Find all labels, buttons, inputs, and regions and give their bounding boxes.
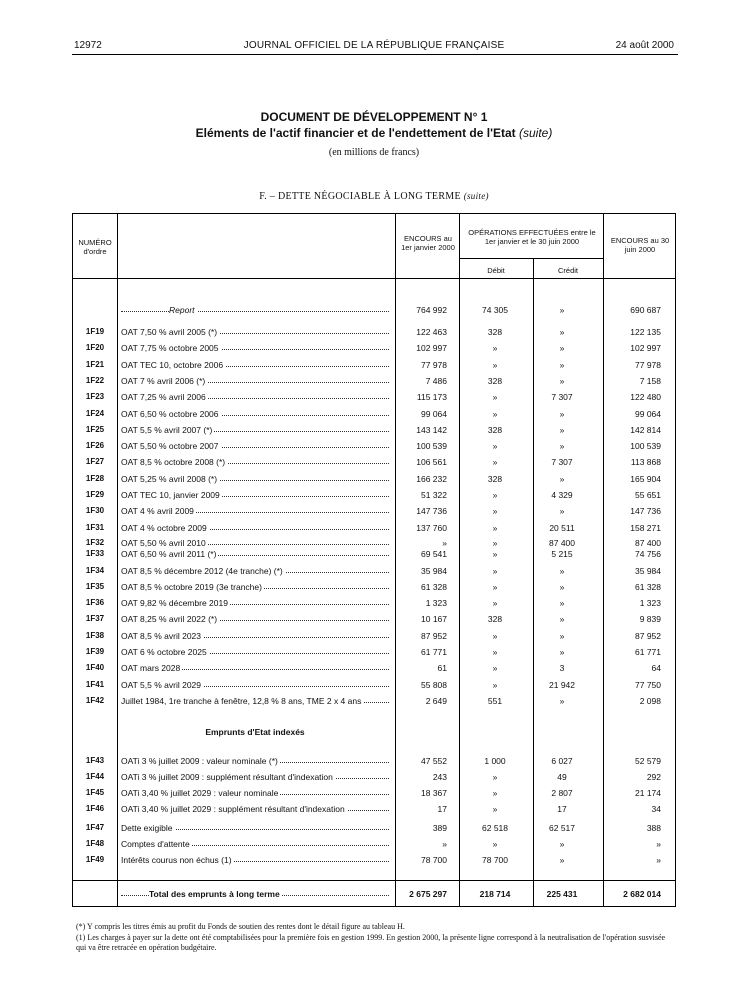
row-label: OAT 4 % octobre 2009 xyxy=(121,523,207,533)
row-debit: » xyxy=(492,441,498,451)
row-label-cell xyxy=(121,327,389,337)
table-row xyxy=(73,696,675,710)
row-credit: 7 307 xyxy=(551,392,573,402)
row-label-cell xyxy=(121,441,389,451)
row-label: Comptes d'attente xyxy=(121,839,190,849)
row-debit: 328 xyxy=(487,474,503,484)
row-debit: » xyxy=(492,839,498,849)
table-row xyxy=(73,549,675,563)
row-number: 1F44 xyxy=(85,772,105,781)
row-number: 1F26 xyxy=(85,441,105,450)
total-encours: 2 675 297 xyxy=(409,889,447,899)
row-label-cell xyxy=(121,696,389,706)
row-number: 1F20 xyxy=(85,343,105,352)
row-encours-debut: 7 486 xyxy=(425,376,447,386)
table-row xyxy=(73,614,675,628)
row-label: OAT 5,5 % avril 2029 xyxy=(121,680,202,690)
row-encours-fin: 122 135 xyxy=(630,327,661,337)
row-number: 1F21 xyxy=(85,360,105,369)
table-row xyxy=(73,839,675,853)
col-header-operations: OPÉRATIONS EFFECTUÉES entre le 1er janvier et le 30 juin 2000 xyxy=(468,228,596,246)
row-label-cell xyxy=(121,360,389,370)
row-label-cell xyxy=(121,457,389,467)
row-debit: » xyxy=(492,598,498,608)
row-credit: » xyxy=(559,474,565,484)
row-label-cell xyxy=(121,647,389,657)
row-credit: » xyxy=(559,855,565,865)
row-label-cell xyxy=(121,855,389,865)
footnote-asterisk: (*) Y compris les titres émis au profit du Fonds de soutien des rentes dont le détail figure au tableau H. xyxy=(76,922,405,931)
row-number: 1F29 xyxy=(85,490,105,499)
row-number: 1F24 xyxy=(85,409,105,418)
row-label: OAT TEC 10, janvier 2009 xyxy=(121,490,220,500)
units-note: (en millions de francs) xyxy=(328,147,420,158)
table-row xyxy=(73,343,675,357)
row-label-cell xyxy=(121,823,389,833)
row-label: OAT 7,75 % octobre 2005 xyxy=(121,343,219,353)
col-header-debit: Débit xyxy=(487,266,505,275)
row-label-cell xyxy=(121,538,389,548)
row-number: 1F34 xyxy=(85,566,105,575)
row-label: OAT 5,25 % avril 2008 (*) xyxy=(121,474,218,484)
row-label-cell xyxy=(121,523,389,533)
row-label: Dette exigible xyxy=(121,823,173,833)
row-label-cell xyxy=(121,376,389,386)
table-row xyxy=(73,823,675,837)
row-debit: 328 xyxy=(487,376,503,386)
row-credit: » xyxy=(559,506,565,516)
row-label-cell xyxy=(121,549,389,559)
row-credit: » xyxy=(559,696,565,706)
row-encours-fin: 35 984 xyxy=(635,566,661,576)
header-bottom-rule xyxy=(73,278,675,279)
row-encours-debut: 166 232 xyxy=(416,474,447,484)
row-credit: 87 400 xyxy=(549,538,575,548)
row-number: 1F48 xyxy=(85,839,105,848)
row-label-cell xyxy=(121,409,389,419)
row-encours-debut: 51 322 xyxy=(421,490,447,500)
row-number: 1F47 xyxy=(85,823,105,832)
row-label: OAT 6 % octobre 2025 xyxy=(121,647,207,657)
row-number: 1F19 xyxy=(85,327,105,336)
row-debit: » xyxy=(492,582,498,592)
section-title: F. – DETTE NÉGOCIABLE À LONG TERME (suite) xyxy=(259,191,489,202)
col-header-numero: NUMÉRO d'ordre xyxy=(78,238,112,256)
col-header-encours-debut: ENCOURS au 1er janvier 2000 xyxy=(401,234,455,252)
row-credit: 4 329 xyxy=(551,490,573,500)
row-encours-fin: 102 997 xyxy=(630,343,661,353)
row-debit: » xyxy=(492,788,498,798)
row-label: OAT 7 % avril 2006 (*) xyxy=(121,376,206,386)
row-debit: » xyxy=(492,506,498,516)
row-credit: 49 xyxy=(557,772,567,782)
row-label: OAT 6,50 % octobre 2006 xyxy=(121,409,219,419)
row-label: OAT 8,5 % octobre 2008 (*) xyxy=(121,457,226,467)
row-debit: 328 xyxy=(487,327,503,337)
row-number: 1F38 xyxy=(85,631,105,640)
row-label: OAT 8,5 % décembre 2012 (4e tranche) (*) xyxy=(121,566,283,576)
row-encours-debut: 61 xyxy=(437,663,447,673)
row-number: 1F22 xyxy=(85,376,105,385)
table-row xyxy=(73,474,675,488)
row-number: 1F28 xyxy=(85,474,105,483)
row-label: OAT 4 % avril 2009 xyxy=(121,506,194,516)
table-row xyxy=(73,680,675,694)
row-debit: » xyxy=(492,392,498,402)
row-encours-debut: 2 649 xyxy=(425,696,447,706)
table-row xyxy=(73,457,675,471)
row-label: OATi 3,40 % juillet 2029 : supplément résultant d'indexation xyxy=(121,804,345,814)
row-encours-debut: 115 173 xyxy=(416,392,447,402)
row-encours-fin: 61 328 xyxy=(635,582,661,592)
row-label: OAT 7,50 % avril 2005 (*) xyxy=(121,327,218,337)
row-label-cell xyxy=(121,392,389,402)
row-encours-fin: 122 480 xyxy=(630,392,661,402)
row-number: 1F46 xyxy=(85,804,105,813)
table-row xyxy=(73,772,675,786)
row-label: OAT 5,5 % avril 2007 (*) xyxy=(121,425,213,435)
table-row xyxy=(73,376,675,390)
row-label-cell xyxy=(121,343,389,353)
row-credit: 2 807 xyxy=(551,788,573,798)
row-number: 1F45 xyxy=(85,788,105,797)
row-encours-debut: 106 561 xyxy=(416,457,447,467)
row-encours-debut: 77 978 xyxy=(421,360,447,370)
row-encours-debut: » xyxy=(442,538,447,548)
debt-table xyxy=(72,213,676,907)
row-credit: » xyxy=(559,582,565,592)
row-debit: » xyxy=(492,409,498,419)
row-encours-fin: 21 174 xyxy=(635,788,661,798)
row-encours-debut: 78 700 xyxy=(421,855,447,865)
row-encours-debut: 243 xyxy=(432,772,447,782)
table-row xyxy=(73,631,675,645)
row-label-cell xyxy=(121,490,389,500)
row-debit: » xyxy=(492,523,498,533)
issue-date: 24 août 2000 xyxy=(615,40,674,51)
row-label: OAT 8,25 % avril 2022 (*) xyxy=(121,614,218,624)
total-rule xyxy=(73,880,675,881)
row-credit: 7 307 xyxy=(551,457,573,467)
row-credit: » xyxy=(559,598,565,608)
row-encours-debut: 10 167 xyxy=(421,614,447,624)
footnote-1: (1) Les charges à payer sur la dette ont été comptabilisées pour la première fois en gestion 1999. En gestion 2000, la présente ligne correspond à la neutralisation de l'opération susvisée qui va être retracée en opération budgétaire. xyxy=(76,933,666,952)
row-debit: » xyxy=(492,566,498,576)
table-row xyxy=(73,392,675,406)
row-number: 1F31 xyxy=(85,523,105,532)
table-row xyxy=(73,647,675,661)
table-row xyxy=(73,506,675,520)
row-encours-debut: 122 463 xyxy=(416,327,447,337)
report-fin: 690 687 xyxy=(630,305,661,315)
row-credit: » xyxy=(559,343,565,353)
row-number: 1F35 xyxy=(85,582,105,591)
row-label-cell xyxy=(121,663,389,673)
table-row xyxy=(73,663,675,677)
row-credit: » xyxy=(559,425,565,435)
row-number: 1F42 xyxy=(85,696,105,705)
report-credit: » xyxy=(559,305,565,315)
row-debit: » xyxy=(492,490,498,500)
row-encours-debut: 47 552 xyxy=(421,756,447,766)
row-label: OATi 3 % juillet 2009 : valeur nominale (*) xyxy=(121,756,278,766)
row-debit: » xyxy=(492,647,498,657)
row-label: OATi 3 % juillet 2009 : supplément résultant d'indexation xyxy=(121,772,333,782)
row-encours-fin: 113 868 xyxy=(630,457,661,467)
row-encours-fin: 87 400 xyxy=(635,538,661,548)
row-label: Intérêts courus non échus (1) xyxy=(121,855,232,865)
row-encours-debut: 143 142 xyxy=(416,425,447,435)
row-encours-fin: 61 771 xyxy=(635,647,661,657)
row-encours-fin: 388 xyxy=(646,823,661,833)
row-number: 1F36 xyxy=(85,598,105,607)
table-row xyxy=(73,490,675,504)
row-encours-debut: 17 xyxy=(437,804,447,814)
row-credit: » xyxy=(559,360,565,370)
row-label-cell xyxy=(121,839,389,849)
row-credit: » xyxy=(559,327,565,337)
row-encours-debut: 18 367 xyxy=(421,788,447,798)
row-credit: » xyxy=(559,376,565,386)
row-credit: 17 xyxy=(557,804,567,814)
row-label-cell xyxy=(121,756,389,766)
row-debit: » xyxy=(492,343,498,353)
row-number: 1F25 xyxy=(85,425,105,434)
row-encours-fin: 74 756 xyxy=(635,549,661,559)
table-row xyxy=(73,855,675,869)
row-encours-fin: 64 xyxy=(651,663,661,673)
indexed-heading: Emprunts d'Etat indexés xyxy=(205,727,305,737)
row-credit: 62 517 xyxy=(549,823,575,833)
row-credit: 6 027 xyxy=(551,756,573,766)
row-encours-fin: 87 952 xyxy=(635,631,661,641)
row-encours-fin: 77 750 xyxy=(635,680,661,690)
report-encours: 764 992 xyxy=(416,305,447,315)
row-credit: » xyxy=(559,647,565,657)
row-label-cell xyxy=(121,425,389,435)
report-row xyxy=(73,305,675,319)
row-label: OAT 7,25 % avril 2006 xyxy=(121,392,206,402)
row-encours-debut: 55 808 xyxy=(421,680,447,690)
row-label: OAT 5,50 % octobre 2007 xyxy=(121,441,219,451)
row-encours-debut: 61 328 xyxy=(421,582,447,592)
table-row xyxy=(73,523,675,537)
row-number: 1F40 xyxy=(85,663,105,672)
row-encours-fin: 55 651 xyxy=(635,490,661,500)
row-number: 1F33 xyxy=(85,549,105,558)
row-encours-fin: 158 271 xyxy=(630,523,661,533)
row-encours-debut: 1 323 xyxy=(425,598,447,608)
row-label-cell xyxy=(121,582,389,592)
row-encours-debut: » xyxy=(442,839,447,849)
row-label-cell xyxy=(121,804,389,814)
subheader-rule xyxy=(459,258,603,259)
row-credit: » xyxy=(559,614,565,624)
row-encours-debut: 147 736 xyxy=(416,506,447,516)
row-label: Juillet 1984, 1re tranche à fenêtre, 12,8 % 8 ans, TME 2 x 4 ans xyxy=(121,696,362,706)
row-encours-fin: 1 323 xyxy=(639,598,661,608)
row-debit: » xyxy=(492,538,498,548)
row-debit: 328 xyxy=(487,614,503,624)
row-encours-fin: 99 064 xyxy=(635,409,661,419)
row-debit: » xyxy=(492,549,498,559)
row-encours-debut: 99 064 xyxy=(421,409,447,419)
row-label: OAT TEC 10, octobre 2006 xyxy=(121,360,224,370)
total-row xyxy=(73,889,675,903)
row-encours-fin: 52 579 xyxy=(635,756,661,766)
row-debit: » xyxy=(492,772,498,782)
row-label-cell xyxy=(121,506,389,516)
journal-title: JOURNAL OFFICIEL DE LA RÉPUBLIQUE FRANÇAISE xyxy=(243,40,505,51)
row-credit: » xyxy=(559,631,565,641)
row-encours-fin: 100 539 xyxy=(630,441,661,451)
row-number: 1F41 xyxy=(85,680,105,689)
total-label: Total des emprunts à long terme xyxy=(149,889,280,899)
col-header-credit: Crédit xyxy=(557,266,578,275)
row-label: OATi 3,40 % juillet 2029 : valeur nominale xyxy=(121,788,279,798)
table-row xyxy=(73,441,675,455)
row-encours-debut: 100 539 xyxy=(416,441,447,451)
row-credit: » xyxy=(559,566,565,576)
row-label: OAT mars 2028 xyxy=(121,663,181,673)
table-row xyxy=(73,804,675,818)
table-row xyxy=(73,788,675,802)
row-label-cell xyxy=(121,614,389,624)
row-encours-fin: 9 839 xyxy=(639,614,661,624)
header-rule xyxy=(72,54,678,55)
row-credit: 3 xyxy=(559,663,565,673)
row-number: 1F39 xyxy=(85,647,105,656)
row-credit: » xyxy=(559,409,565,419)
total-debit: 218 714 xyxy=(479,889,511,899)
total-credit: 225 431 xyxy=(546,889,578,899)
row-debit: 1 000 xyxy=(484,756,506,766)
report-debit: 74 305 xyxy=(482,305,508,315)
row-debit: » xyxy=(492,804,498,814)
row-encours-debut: 102 997 xyxy=(416,343,447,353)
row-credit: » xyxy=(559,839,565,849)
row-encours-debut: 35 984 xyxy=(421,566,447,576)
row-number: 1F49 xyxy=(85,855,105,864)
table-row xyxy=(73,598,675,612)
row-encours-debut: 137 760 xyxy=(416,523,447,533)
row-encours-debut: 61 771 xyxy=(421,647,447,657)
row-debit: 62 518 xyxy=(482,823,508,833)
row-label: OAT 8,5 % avril 2023 xyxy=(121,631,202,641)
row-encours-fin: » xyxy=(656,855,661,865)
row-debit: 328 xyxy=(487,425,503,435)
row-encours-fin: 7 158 xyxy=(639,376,661,386)
row-number: 1F37 xyxy=(85,614,105,623)
row-label-cell xyxy=(121,474,389,484)
page-number: 12972 xyxy=(74,40,102,51)
row-label-cell xyxy=(121,680,389,690)
row-credit: 5 215 xyxy=(551,549,573,559)
row-credit: » xyxy=(559,441,565,451)
row-debit: » xyxy=(492,663,498,673)
row-debit: » xyxy=(492,631,498,641)
row-debit: 78 700 xyxy=(482,855,508,865)
row-encours-fin: 2 098 xyxy=(639,696,661,706)
table-row xyxy=(73,566,675,580)
table-row xyxy=(73,409,675,423)
table-row xyxy=(73,582,675,596)
row-label-cell xyxy=(121,788,389,798)
row-encours-debut: 389 xyxy=(432,823,447,833)
row-label: OAT 9,82 % décembre 2019 xyxy=(121,598,228,608)
row-number: 1F23 xyxy=(85,392,105,401)
row-label: OAT 6,50 % avril 2011 (*) xyxy=(121,549,217,559)
row-label: OAT 8,5 % octobre 2019 (3e tranche) xyxy=(121,582,262,592)
row-encours-fin: 142 814 xyxy=(630,425,661,435)
row-encours-fin: 292 xyxy=(646,772,661,782)
row-debit: » xyxy=(492,360,498,370)
row-credit: 21 942 xyxy=(549,680,575,690)
row-debit: » xyxy=(492,457,498,467)
row-encours-debut: 87 952 xyxy=(421,631,447,641)
row-debit: 551 xyxy=(487,696,503,706)
row-label: OAT 5,50 % avril 2010 xyxy=(121,538,206,548)
row-number: 1F27 xyxy=(85,457,105,466)
table-row xyxy=(73,756,675,770)
document-subtitle: Eléments de l'actif financier et de l'endettement de l'Etat (suite) xyxy=(195,126,553,140)
report-label: Report xyxy=(169,305,195,315)
row-label-cell xyxy=(121,598,389,608)
table-row xyxy=(73,327,675,341)
row-label-cell xyxy=(121,631,389,641)
row-encours-fin: » xyxy=(656,839,661,849)
row-encours-fin: 77 978 xyxy=(635,360,661,370)
row-debit: » xyxy=(492,680,498,690)
row-label-cell xyxy=(121,566,389,576)
row-encours-fin: 147 736 xyxy=(630,506,661,516)
row-number: 1F30 xyxy=(85,506,105,515)
total-fin: 2 682 014 xyxy=(623,889,661,899)
row-number: 1F43 xyxy=(85,756,105,765)
col-header-encours-fin: ENCOURS au 30 juin 2000 xyxy=(610,236,670,254)
row-label-cell xyxy=(121,772,389,782)
row-encours-debut: 69 541 xyxy=(421,549,447,559)
row-encours-fin: 165 904 xyxy=(630,474,661,484)
table-row xyxy=(73,425,675,439)
row-encours-fin: 34 xyxy=(651,804,661,814)
row-number: 1F32 xyxy=(85,538,105,547)
table-row xyxy=(73,360,675,374)
document-title: DOCUMENT DE DÉVELOPPEMENT N° 1 xyxy=(260,110,488,124)
row-credit: 20 511 xyxy=(549,523,575,533)
